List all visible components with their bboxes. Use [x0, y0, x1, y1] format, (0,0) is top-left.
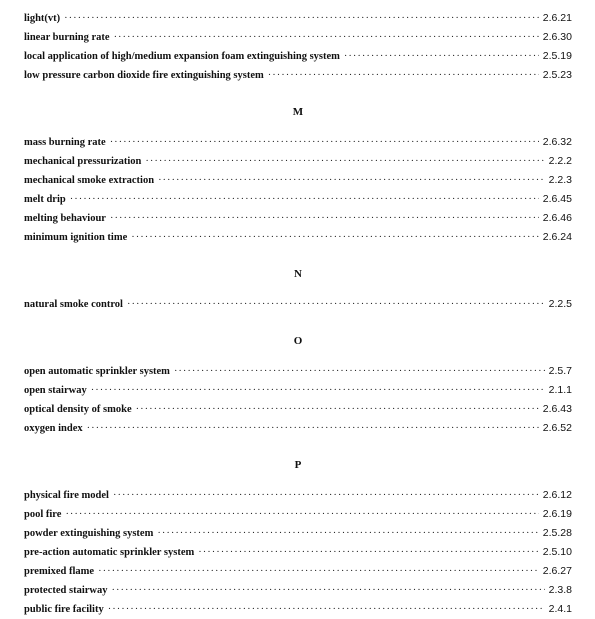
clause-reference: 2.5.19: [542, 50, 572, 62]
index-entry: [24, 9, 572, 28]
index-term: pool fire: [24, 509, 62, 520]
clause-reference: 2.6.30: [542, 31, 572, 43]
index-term: oxygen index: [24, 423, 83, 434]
index-entry: [24, 419, 572, 438]
dot-leader: [174, 362, 545, 381]
index-term: open automatic sprinkler system: [24, 366, 170, 377]
index-entry: [24, 133, 572, 152]
index-entry: [24, 28, 572, 47]
section-spacer: [24, 247, 572, 263]
index-term: optical density of smoke: [24, 404, 132, 415]
index-entry: [24, 562, 572, 581]
dot-leader: [98, 562, 539, 581]
dot-leader: [131, 228, 539, 247]
clause-reference: 2.2.3: [548, 174, 572, 186]
dot-leader: [158, 171, 545, 190]
clause-reference: 2.5.28: [542, 527, 572, 539]
clause-reference: 2.2.2: [548, 155, 572, 167]
dot-leader: [110, 133, 539, 152]
index-entry: [24, 505, 572, 524]
dot-leader: [113, 486, 539, 505]
index-entry: [24, 152, 572, 171]
clause-reference: 2.6.24: [542, 231, 572, 243]
section-spacer: [24, 85, 572, 101]
dot-leader: [114, 28, 539, 47]
dot-leader: [344, 47, 539, 66]
section-spacer: [24, 285, 572, 295]
index-term: melting behaviour: [24, 213, 106, 224]
index-entry: [24, 190, 572, 209]
dot-leader: [70, 190, 539, 209]
index-term: light(vt): [24, 13, 61, 24]
index-entry: [24, 486, 572, 505]
clause-reference: 2.6.21: [542, 12, 572, 24]
index-term: local application of high/medium expansion foam extinguishing system: [24, 51, 340, 62]
index-term: mechanical smoke extraction: [24, 175, 155, 186]
clause-reference: 2.2.5: [548, 298, 572, 310]
section-spacer: [24, 352, 572, 362]
index-entry: [24, 543, 572, 562]
index-entry: [24, 66, 572, 85]
dot-leader: [127, 295, 545, 314]
index-entry: [24, 228, 572, 247]
index-term: public fire facility: [24, 604, 104, 615]
index-term: powder extinguishing system: [24, 528, 154, 539]
index-term: mechanical pressurization: [24, 156, 142, 167]
index-entry: [24, 381, 572, 400]
clause-reference: 2.6.43: [542, 403, 572, 415]
dot-leader: [108, 600, 545, 619]
dot-leader: [91, 381, 545, 400]
index-term: minimum ignition time: [24, 232, 128, 243]
section-letter-heading: P: [294, 459, 302, 471]
dot-leader: [110, 209, 539, 228]
clause-reference: 2.3.8: [548, 584, 572, 596]
clause-reference: 2.6.46: [542, 212, 572, 224]
section-spacer: [24, 438, 572, 454]
index-entry: [24, 600, 572, 619]
clause-reference: 2.6.12: [542, 489, 572, 501]
clause-reference: 2.5.10: [542, 546, 572, 558]
index-entry: [24, 524, 572, 543]
dot-leader: [198, 543, 539, 562]
dot-leader: [136, 400, 539, 419]
section-letter-heading: M: [292, 106, 304, 118]
section-letter-heading: N: [294, 268, 302, 280]
index-term: pre-action automatic sprinkler system: [24, 547, 195, 558]
clause-reference: 2.6.52: [542, 422, 572, 434]
dot-leader: [87, 419, 539, 438]
index-entry: [24, 400, 572, 419]
clause-reference: 2.6.27: [542, 565, 572, 577]
section-spacer: [24, 123, 572, 133]
index-entry: [24, 295, 572, 314]
clause-reference: 2.5.7: [548, 365, 572, 377]
index-entry: [24, 171, 572, 190]
index-term: linear burning rate: [24, 32, 110, 43]
dot-leader: [65, 505, 538, 524]
index-entry: [24, 47, 572, 66]
clause-reference: 2.4.1: [548, 603, 572, 615]
section-spacer: [24, 476, 572, 486]
index-entry: [24, 362, 572, 381]
index-term: premixed flame: [24, 566, 95, 577]
clause-reference: 2.6.45: [542, 193, 572, 205]
clause-reference: 2.6.32: [542, 136, 572, 148]
index-term: melt drip: [24, 194, 66, 205]
index-term: low pressure carbon dioxide fire extinguishing system: [24, 70, 264, 81]
section-spacer: [24, 314, 572, 330]
index-entry: [24, 209, 572, 228]
dot-leader: [64, 9, 539, 28]
clause-reference: 2.1.1: [548, 384, 572, 396]
term-index: [24, 9, 572, 619]
dot-leader: [268, 66, 539, 85]
dot-leader: [157, 524, 538, 543]
dot-leader: [145, 152, 544, 171]
dot-leader: [112, 581, 545, 600]
index-entry: [24, 581, 572, 600]
section-letter-heading: O: [293, 335, 303, 347]
clause-reference: 2.6.19: [542, 508, 572, 520]
clause-reference: 2.5.23: [542, 69, 572, 81]
index-term: natural smoke control: [24, 299, 123, 310]
index-term: physical fire model: [24, 490, 109, 501]
index-term: mass burning rate: [24, 137, 106, 148]
index-term: open stairway: [24, 385, 87, 396]
index-term: protected stairway: [24, 585, 108, 596]
